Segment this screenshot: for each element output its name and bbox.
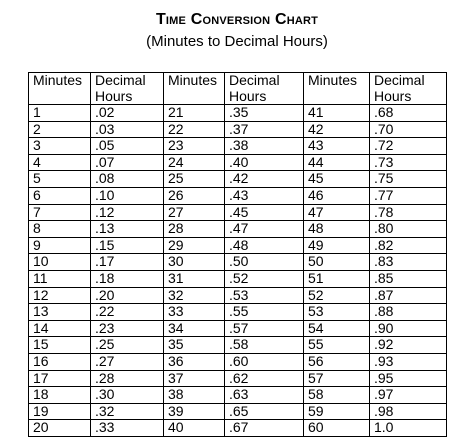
minutes-cell: 43 <box>304 138 370 155</box>
minutes-cell: 29 <box>164 237 225 254</box>
minutes-cell: 12 <box>29 287 91 304</box>
decimal-hours-cell: .65 <box>225 403 304 420</box>
table-row <box>29 337 447 354</box>
decimal-hours-cell: .57 <box>225 320 304 337</box>
conversion-table <box>28 72 447 437</box>
table-row <box>29 187 447 204</box>
decimal-hours-cell: .42 <box>225 171 304 188</box>
minutes-cell: 28 <box>164 221 225 238</box>
table-row <box>29 237 447 254</box>
minutes-cell: 20 <box>29 420 91 437</box>
table-row <box>29 370 447 387</box>
decimal-hours-cell: .03 <box>91 121 164 138</box>
decimal-hours-cell: .75 <box>370 171 447 188</box>
minutes-cell: 27 <box>164 204 225 221</box>
column-header-minutes: Minutes <box>29 73 91 105</box>
decimal-hours-cell: .40 <box>225 154 304 171</box>
minutes-cell: 37 <box>164 370 225 387</box>
table-row <box>29 138 447 155</box>
table-body <box>29 105 447 437</box>
decimal-hours-cell: .43 <box>225 187 304 204</box>
minutes-cell: 6 <box>29 187 91 204</box>
minutes-cell: 54 <box>304 320 370 337</box>
decimal-hours-cell: .82 <box>370 237 447 254</box>
decimal-hours-cell: .97 <box>370 387 447 404</box>
minutes-cell: 57 <box>304 370 370 387</box>
minutes-cell: 17 <box>29 370 91 387</box>
table-row <box>29 270 447 287</box>
minutes-cell: 30 <box>164 254 225 271</box>
decimal-hours-cell: .38 <box>225 138 304 155</box>
decimal-hours-cell: .33 <box>91 420 164 437</box>
table-row <box>29 121 447 138</box>
table-row <box>29 304 447 321</box>
minutes-cell: 13 <box>29 304 91 321</box>
decimal-hours-cell: .68 <box>370 105 447 122</box>
table-row <box>29 105 447 122</box>
decimal-hours-cell: .85 <box>370 270 447 287</box>
column-header-decimal-hours: Decimal Hours <box>225 73 304 105</box>
table-row <box>29 287 447 304</box>
decimal-hours-cell: .32 <box>91 403 164 420</box>
minutes-cell: 58 <box>304 387 370 404</box>
decimal-hours-cell: .45 <box>225 204 304 221</box>
minutes-cell: 41 <box>304 105 370 122</box>
decimal-hours-cell: .98 <box>370 403 447 420</box>
decimal-hours-cell: .92 <box>370 337 447 354</box>
decimal-hours-cell: .30 <box>91 387 164 404</box>
table-row <box>29 204 447 221</box>
minutes-cell: 39 <box>164 403 225 420</box>
minutes-cell: 18 <box>29 387 91 404</box>
minutes-cell: 52 <box>304 287 370 304</box>
decimal-hours-cell: .95 <box>370 370 447 387</box>
minutes-cell: 31 <box>164 270 225 287</box>
minutes-cell: 60 <box>304 420 370 437</box>
minutes-cell: 45 <box>304 171 370 188</box>
column-header-decimal-hours: Decimal Hours <box>91 73 164 105</box>
minutes-cell: 11 <box>29 270 91 287</box>
table-row <box>29 171 447 188</box>
minutes-cell: 56 <box>304 353 370 370</box>
decimal-hours-cell: .60 <box>225 353 304 370</box>
minutes-cell: 47 <box>304 204 370 221</box>
decimal-hours-cell: .07 <box>91 154 164 171</box>
decimal-hours-cell: .87 <box>370 287 447 304</box>
decimal-hours-cell: .73 <box>370 154 447 171</box>
decimal-hours-cell: .77 <box>370 187 447 204</box>
minutes-cell: 35 <box>164 337 225 354</box>
minutes-cell: 2 <box>29 121 91 138</box>
decimal-hours-cell: .02 <box>91 105 164 122</box>
minutes-cell: 53 <box>304 304 370 321</box>
table-row <box>29 154 447 171</box>
decimal-hours-cell: .28 <box>91 370 164 387</box>
decimal-hours-cell: .78 <box>370 204 447 221</box>
minutes-cell: 26 <box>164 187 225 204</box>
decimal-hours-cell: .58 <box>225 337 304 354</box>
decimal-hours-cell: .63 <box>225 387 304 404</box>
minutes-cell: 7 <box>29 204 91 221</box>
decimal-hours-cell: .80 <box>370 221 447 238</box>
minutes-cell: 15 <box>29 337 91 354</box>
minutes-cell: 49 <box>304 237 370 254</box>
chart-subtitle: (Minutes to Decimal Hours) <box>146 33 328 50</box>
minutes-cell: 36 <box>164 353 225 370</box>
decimal-hours-cell: .62 <box>225 370 304 387</box>
minutes-cell: 5 <box>29 171 91 188</box>
decimal-hours-cell: .10 <box>91 187 164 204</box>
column-header-decimal-hours: Decimal Hours <box>370 73 447 105</box>
table-row <box>29 221 447 238</box>
decimal-hours-cell: .35 <box>225 105 304 122</box>
decimal-hours-cell: .83 <box>370 254 447 271</box>
minutes-cell: 4 <box>29 154 91 171</box>
minutes-cell: 50 <box>304 254 370 271</box>
minutes-cell: 38 <box>164 387 225 404</box>
table-row <box>29 420 447 437</box>
decimal-hours-cell: .05 <box>91 138 164 155</box>
minutes-cell: 25 <box>164 171 225 188</box>
table-row <box>29 353 447 370</box>
minutes-cell: 22 <box>164 121 225 138</box>
minutes-cell: 59 <box>304 403 370 420</box>
minutes-cell: 23 <box>164 138 225 155</box>
minutes-cell: 32 <box>164 287 225 304</box>
decimal-hours-cell: .25 <box>91 337 164 354</box>
minutes-cell: 16 <box>29 353 91 370</box>
decimal-hours-cell: .47 <box>225 221 304 238</box>
minutes-cell: 40 <box>164 420 225 437</box>
minutes-cell: 9 <box>29 237 91 254</box>
table-row <box>29 387 447 404</box>
decimal-hours-cell: .15 <box>91 237 164 254</box>
minutes-cell: 19 <box>29 403 91 420</box>
chart-title: Time Conversion Chart <box>155 11 319 28</box>
minutes-cell: 34 <box>164 320 225 337</box>
table-header-row <box>29 73 447 105</box>
decimal-hours-cell: .53 <box>225 287 304 304</box>
minutes-cell: 21 <box>164 105 225 122</box>
minutes-cell: 42 <box>304 121 370 138</box>
decimal-hours-cell: .22 <box>91 304 164 321</box>
decimal-hours-cell: .08 <box>91 171 164 188</box>
minutes-cell: 46 <box>304 187 370 204</box>
minutes-cell: 33 <box>164 304 225 321</box>
decimal-hours-cell: .17 <box>91 254 164 271</box>
decimal-hours-cell: .20 <box>91 287 164 304</box>
decimal-hours-cell: .93 <box>370 353 447 370</box>
decimal-hours-cell: .52 <box>225 270 304 287</box>
decimal-hours-cell: .70 <box>370 121 447 138</box>
decimal-hours-cell: .50 <box>225 254 304 271</box>
table-row <box>29 403 447 420</box>
column-header-minutes: Minutes <box>304 73 370 105</box>
decimal-hours-cell: .12 <box>91 204 164 221</box>
decimal-hours-cell: .48 <box>225 237 304 254</box>
minutes-cell: 24 <box>164 154 225 171</box>
decimal-hours-cell: .90 <box>370 320 447 337</box>
decimal-hours-cell: .72 <box>370 138 447 155</box>
minutes-cell: 44 <box>304 154 370 171</box>
decimal-hours-cell: .55 <box>225 304 304 321</box>
decimal-hours-cell: .23 <box>91 320 164 337</box>
decimal-hours-cell: .37 <box>225 121 304 138</box>
minutes-cell: 55 <box>304 337 370 354</box>
minutes-cell: 1 <box>29 105 91 122</box>
decimal-hours-cell: .13 <box>91 221 164 238</box>
minutes-cell: 14 <box>29 320 91 337</box>
decimal-hours-cell: .18 <box>91 270 164 287</box>
decimal-hours-cell: .27 <box>91 353 164 370</box>
minutes-cell: 51 <box>304 270 370 287</box>
table-row <box>29 320 447 337</box>
minutes-cell: 8 <box>29 221 91 238</box>
minutes-cell: 10 <box>29 254 91 271</box>
column-header-minutes: Minutes <box>164 73 225 105</box>
decimal-hours-cell: 1.0 <box>370 420 447 437</box>
table-row <box>29 254 447 271</box>
decimal-hours-cell: .67 <box>225 420 304 437</box>
decimal-hours-cell: .88 <box>370 304 447 321</box>
minutes-cell: 3 <box>29 138 91 155</box>
minutes-cell: 48 <box>304 221 370 238</box>
